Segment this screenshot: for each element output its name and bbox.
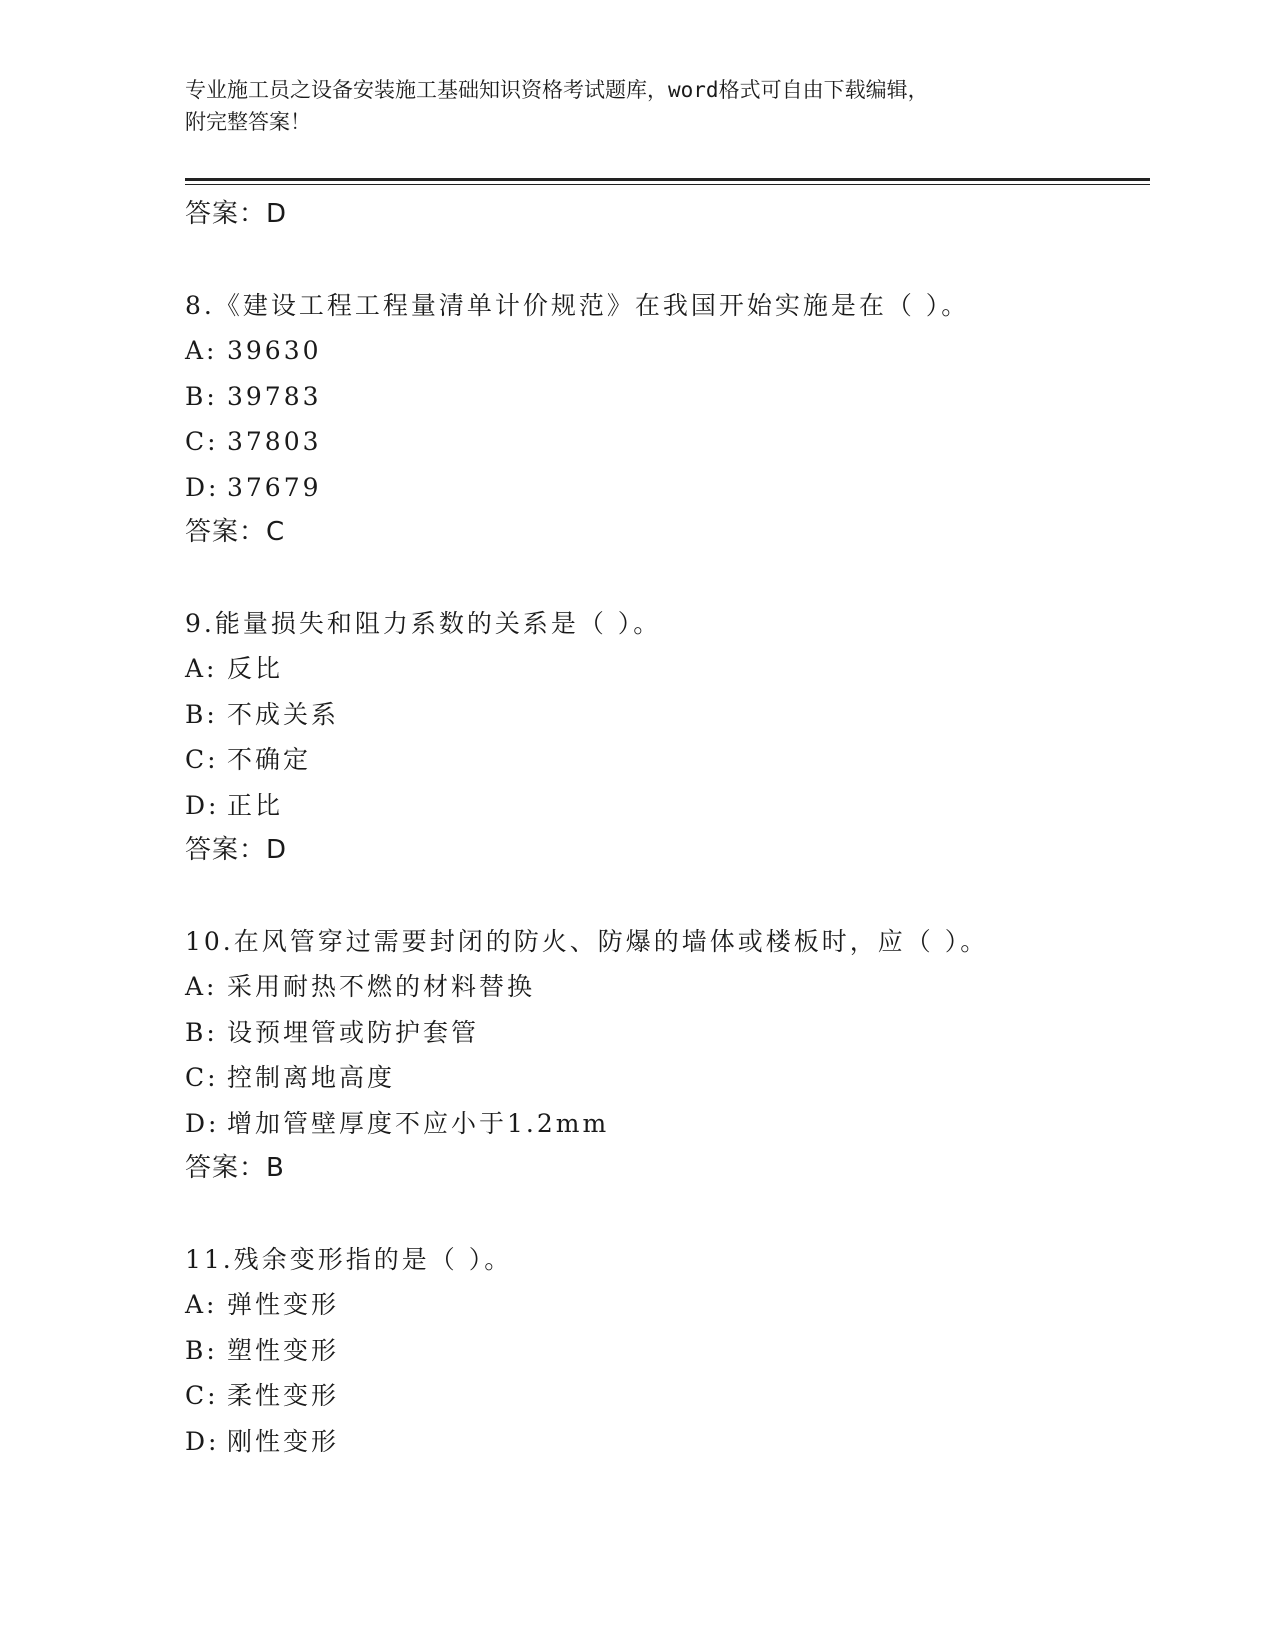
option-text: 增加管壁厚度不应小于1.2mm [227, 1108, 610, 1138]
question-text: 11.残余变形指的是（ ）。 [185, 1244, 513, 1274]
block-spacer [185, 556, 1150, 601]
header-line-2: 附完整答案！ [185, 110, 311, 134]
option-text: 刚性变形 [227, 1426, 340, 1456]
option-letter: A: [185, 654, 218, 683]
question-text: 10.在风管穿过需要封闭的防火、防爆的墙体或楼板时，应（ ）。 [185, 926, 989, 956]
option-letter: B: [185, 1017, 218, 1047]
question-list [185, 192, 1150, 1464]
block-spacer [185, 1192, 1150, 1237]
option-letter: C: [185, 427, 219, 456]
option-line [185, 1282, 1150, 1328]
header-divider-thick [185, 178, 1150, 181]
option-line [185, 692, 1150, 738]
option-text: 塑性变形 [227, 1335, 340, 1365]
option-text: 不确定 [227, 745, 312, 774]
option-letter: A: [185, 336, 218, 365]
option-line [185, 374, 1150, 420]
option-letter: A: [185, 1290, 218, 1319]
option-letter: C: [185, 745, 219, 774]
option-line [185, 1419, 1150, 1465]
option-text: 反比 [227, 654, 284, 683]
answer-line: 答案：D [185, 199, 288, 229]
option-letter: D: [185, 790, 220, 820]
option-letter: B: [185, 1335, 218, 1365]
option-letter: D: [185, 1108, 220, 1138]
option-line [185, 783, 1150, 829]
question-text: 9.能量损失和阻力系数的关系是（ ）。 [185, 608, 662, 638]
option-text: 37679 [227, 472, 322, 502]
option-line [185, 646, 1150, 692]
option-letter: A: [185, 972, 218, 1001]
option-text: 设预埋管或防护套管 [227, 1017, 480, 1047]
question-text: 8.《建设工程工程量清单计价规范》在我国开始实施是在（ ）。 [185, 290, 970, 320]
option-line [185, 1101, 1150, 1147]
option-text: 弹性变形 [227, 1290, 340, 1319]
header-line-1: 专业施工员之设备安装施工基础知识资格考试题库，word格式可自由下载编辑， [185, 78, 929, 102]
option-line [185, 328, 1150, 374]
option-letter: D: [185, 472, 220, 502]
option-letter: C: [185, 1063, 219, 1092]
header-divider-thin [185, 184, 1150, 185]
option-text: 柔性变形 [227, 1381, 340, 1410]
option-text: 正比 [227, 790, 284, 820]
option-letter: B: [185, 699, 218, 729]
option-text: 37803 [227, 427, 322, 456]
option-text: 采用耐热不燃的材料替换 [227, 972, 536, 1001]
option-text: 控制离地高度 [227, 1063, 396, 1092]
option-letter: B: [185, 381, 218, 411]
block-spacer [185, 874, 1150, 919]
answer-line: 答案：D [185, 835, 288, 865]
option-line [185, 1010, 1150, 1056]
option-line [185, 419, 1150, 465]
option-line [185, 1373, 1150, 1419]
option-text: 不成关系 [227, 699, 340, 729]
option-letter: C: [185, 1381, 219, 1410]
option-line [185, 737, 1150, 783]
answer-line: 答案：B [185, 1153, 285, 1183]
block-spacer [185, 238, 1150, 283]
option-line [185, 1055, 1150, 1101]
answer-line: 答案：C [185, 517, 286, 547]
option-line [185, 1328, 1150, 1374]
option-line [185, 964, 1150, 1010]
option-text: 39783 [227, 381, 322, 411]
option-text: 39630 [227, 336, 322, 365]
option-line [185, 465, 1150, 511]
option-letter: D: [185, 1426, 220, 1456]
document-header [185, 74, 1085, 138]
